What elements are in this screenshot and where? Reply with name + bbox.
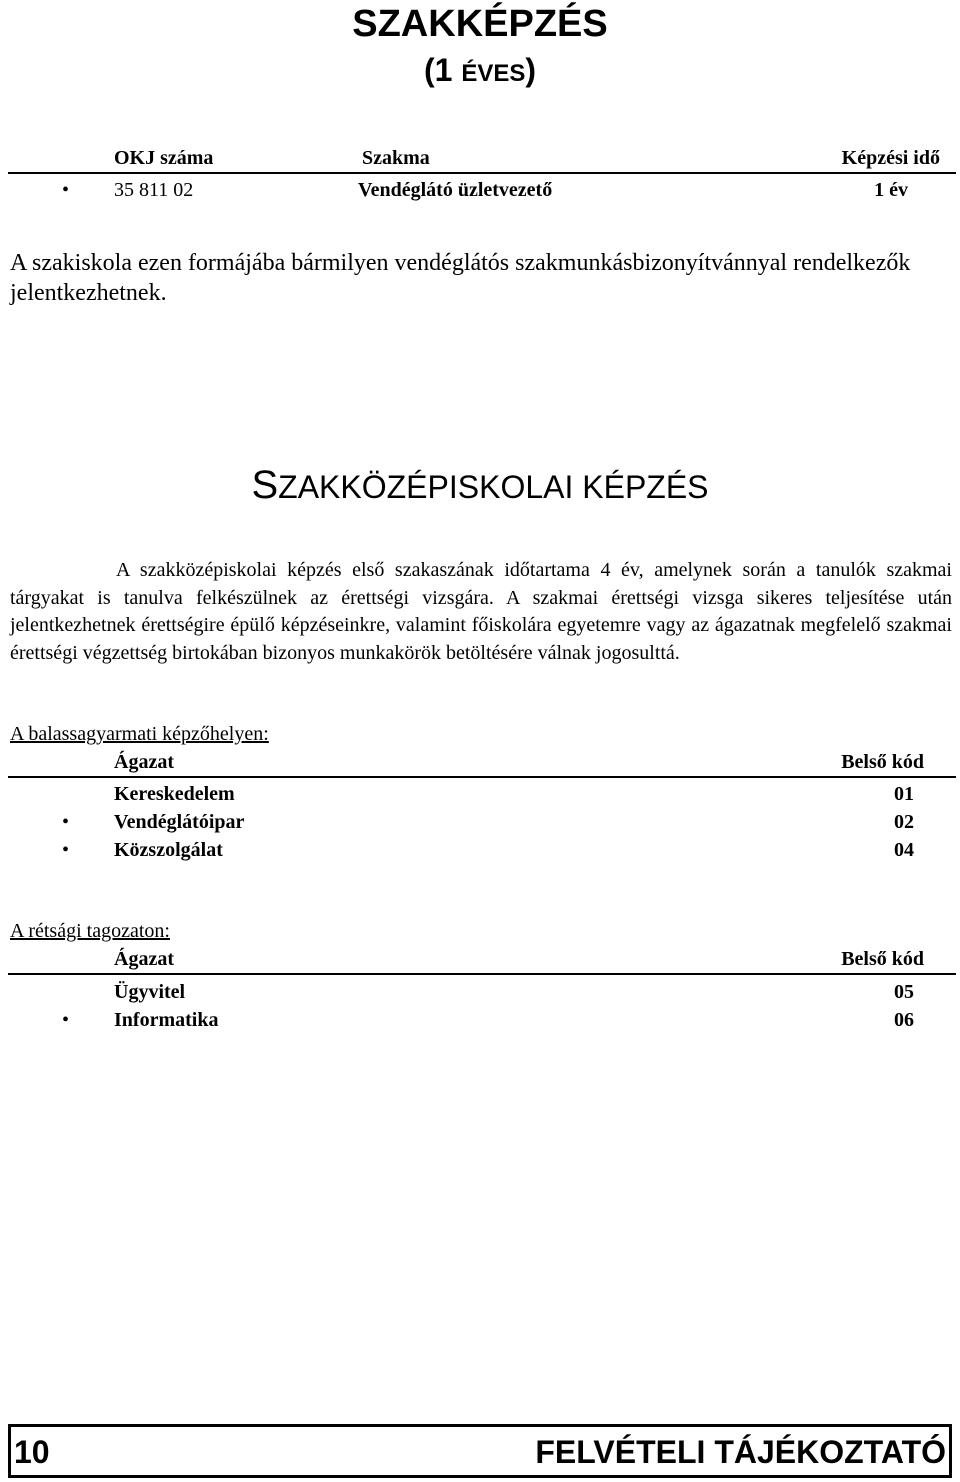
kod-cell: 01	[894, 783, 914, 805]
kod-cell: 05	[894, 981, 914, 1003]
section-title-rest: ZAKKÖZÉPISKOLAI KÉPZÉS	[278, 469, 709, 505]
bullet-icon: •	[62, 839, 70, 861]
subtitle-close: )	[525, 52, 537, 88]
subtitle-open: (1	[423, 52, 462, 88]
agazat-cell: Informatika	[114, 1009, 219, 1031]
okj-header: OKJ száma	[114, 147, 214, 169]
section-body-text: A szakközépiskolai képzés első szakaszának időtartama 4 év, amelynek során a tanulók szakmai tárgyakat is tanulva felkészülnek az érettségi vizsgára. A szakmai érettségi vizsga sikeres teljesítése után jelentkezhetnek érettségire épülő képzéseinkre, valamint főiskolára egyetemre vagy az ágazatnak megfelelő szakmai érettségi végzettség birtokában bizonyos munkakörök betöltésére válnak jogosulttá.	[10, 559, 952, 664]
agazat-cell: Közszolgálat	[114, 839, 223, 861]
okj-table-rule	[8, 172, 956, 174]
agazat-header: Ágazat	[114, 751, 174, 773]
bullet-icon: •	[62, 811, 70, 833]
ido-header: Képzési idő	[841, 147, 940, 169]
retsag-rule	[8, 973, 956, 975]
section-title-initial: S	[251, 463, 279, 507]
kod-header: Belső kód	[841, 751, 924, 773]
balassagyarmat-rule	[8, 776, 956, 778]
retsag-subhead: A rétsági tagozaton:	[10, 920, 170, 942]
agazat-header: Ágazat	[114, 948, 174, 970]
ido-cell: 1 év	[874, 179, 908, 201]
page-title: SZAKKÉPZÉS	[352, 3, 608, 45]
section-body	[10, 557, 952, 667]
page-subtitle	[0, 50, 960, 94]
agazat-cell: Vendéglátóipar	[114, 811, 245, 833]
subtitle-smallcaps: ÉVES	[461, 60, 526, 87]
kod-cell: 04	[894, 839, 914, 861]
agazat-cell: Ügyvitel	[114, 981, 186, 1003]
intro-paragraph: A szakiskola ezen formájába bármilyen vendéglátós szakmunkásbizonyítvánnyal rendelkezők jelentkezhetnek.	[10, 250, 911, 306]
okj-cell: 35 811 02	[114, 179, 194, 201]
szakma-header: Szakma	[362, 147, 430, 169]
kod-cell: 06	[894, 1009, 914, 1031]
agazat-cell: Kereskedelem	[114, 783, 235, 805]
kod-cell: 02	[894, 811, 914, 833]
kod-header: Belső kód	[841, 948, 924, 970]
page-number: 10	[14, 1434, 50, 1470]
footer-title: FELVÉTELI TÁJÉKOZTATÓ	[535, 1434, 946, 1470]
bullet-icon: •	[62, 1009, 70, 1031]
balassagyarmat-subhead: A balassagyarmati képzőhelyen:	[10, 723, 269, 745]
section-title	[0, 458, 960, 514]
szakma-cell: Vendéglátó üzletvezető	[358, 179, 553, 201]
bullet-icon: •	[62, 179, 70, 201]
